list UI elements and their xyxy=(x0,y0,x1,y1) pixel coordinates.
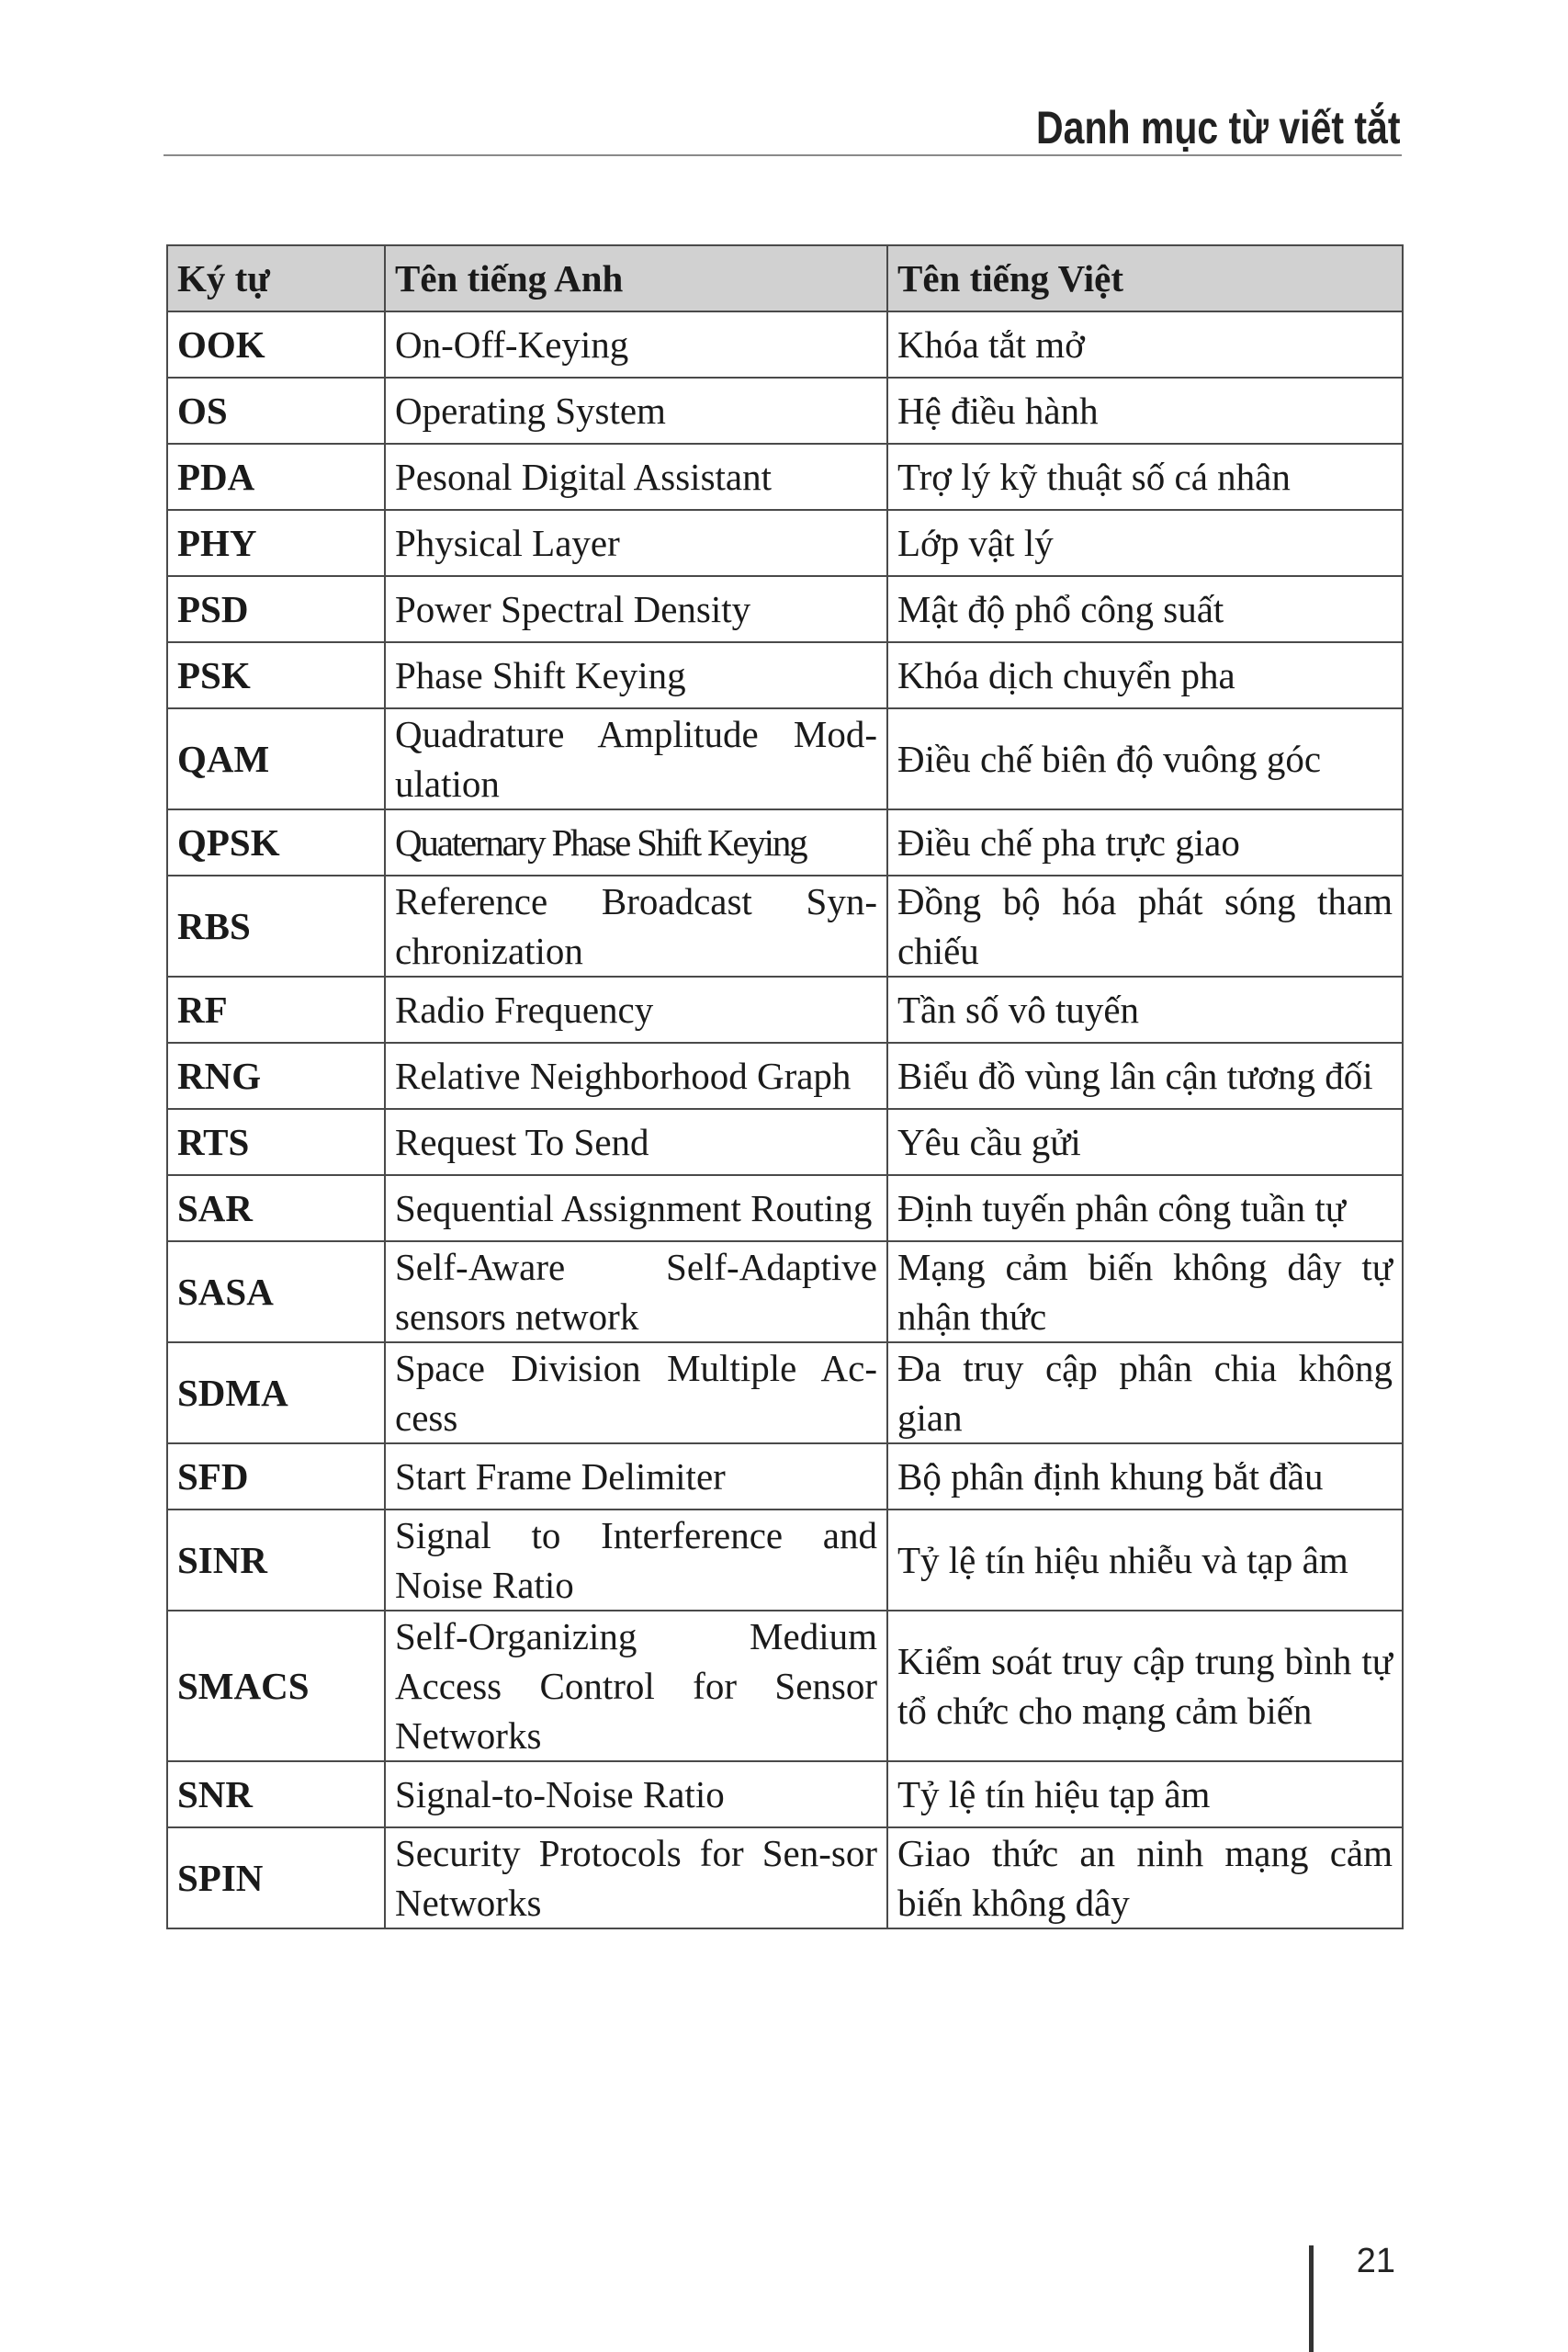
vietnamese-term: Điều chế pha trực giao xyxy=(887,809,1403,876)
abbreviation-code: QAM xyxy=(167,708,385,809)
vietnamese-term: Khóa tắt mở xyxy=(887,311,1403,378)
page-number: 21 xyxy=(1356,2242,1395,2280)
english-term: Signal-to-Noise Ratio xyxy=(385,1761,887,1827)
english-term: Power Spectral Density xyxy=(385,576,887,642)
vietnamese-term: Mạng cảm biến không dây tự nhận thức xyxy=(887,1241,1403,1342)
english-term: Reference Broadcast Syn-chronization xyxy=(385,876,887,977)
english-term: Quaternary Phase Shift Keying xyxy=(385,809,887,876)
abbreviation-code: PSD xyxy=(167,576,385,642)
vietnamese-term: Tần số vô tuyến xyxy=(887,977,1403,1043)
table-row xyxy=(167,378,1403,444)
abbreviation-code: PDA xyxy=(167,444,385,510)
english-term: Sequential Assignment Routing xyxy=(385,1175,887,1241)
table-row xyxy=(167,1443,1403,1510)
table-row xyxy=(167,876,1403,977)
running-header-title: Danh mục từ viết tắt xyxy=(1035,102,1400,153)
table-row xyxy=(167,1827,1403,1928)
vietnamese-term: Tỷ lệ tín hiệu tạp âm xyxy=(887,1761,1403,1827)
table-row xyxy=(167,510,1403,576)
english-term: Quadrature Amplitude Mod-ulation xyxy=(385,708,887,809)
english-term: Self-Organizing Medium Access Control for Sensor Networks xyxy=(385,1611,887,1761)
abbreviation-code: OOK xyxy=(167,311,385,378)
vietnamese-term: Định tuyến phân công tuần tự xyxy=(887,1175,1403,1241)
table-row xyxy=(167,1761,1403,1827)
vietnamese-term: Tỷ lệ tín hiệu nhiễu và tạp âm xyxy=(887,1510,1403,1611)
table-row xyxy=(167,1043,1403,1109)
abbreviation-code: SASA xyxy=(167,1241,385,1342)
english-term: Request To Send xyxy=(385,1109,887,1175)
table-row xyxy=(167,444,1403,510)
table-row xyxy=(167,642,1403,708)
english-term: Radio Frequency xyxy=(385,977,887,1043)
abbreviation-code: PHY xyxy=(167,510,385,576)
footer-divider-bar xyxy=(1309,2245,1314,2352)
english-term: Space Division Multiple Ac-cess xyxy=(385,1342,887,1443)
vietnamese-term: Đa truy cập phân chia không gian xyxy=(887,1342,1403,1443)
column-header-vietnamese: Tên tiếng Việt xyxy=(887,245,1403,311)
table-row xyxy=(167,708,1403,809)
vietnamese-term: Trợ lý kỹ thuật số cá nhân xyxy=(887,444,1403,510)
vietnamese-term: Kiểm soát truy cập trung bình tự tổ chức cho mạng cảm biến xyxy=(887,1611,1403,1761)
abbreviation-code: SAR xyxy=(167,1175,385,1241)
abbreviation-code: PSK xyxy=(167,642,385,708)
header-rule xyxy=(164,154,1402,156)
table-row xyxy=(167,1611,1403,1761)
english-term: Phase Shift Keying xyxy=(385,642,887,708)
english-term: On-Off-Keying xyxy=(385,311,887,378)
vietnamese-term: Điều chế biên độ vuông góc xyxy=(887,708,1403,809)
vietnamese-term: Mật độ phổ công suất xyxy=(887,576,1403,642)
abbreviation-code: SINR xyxy=(167,1510,385,1611)
vietnamese-term: Khóa dịch chuyển pha xyxy=(887,642,1403,708)
vietnamese-term: Lớp vật lý xyxy=(887,510,1403,576)
table-row xyxy=(167,1510,1403,1611)
english-term: Relative Neighborhood Graph xyxy=(385,1043,887,1109)
abbreviation-code: SNR xyxy=(167,1761,385,1827)
table-row xyxy=(167,809,1403,876)
english-term: Physical Layer xyxy=(385,510,887,576)
abbreviation-code: QPSK xyxy=(167,809,385,876)
table-header-row xyxy=(167,245,1403,311)
table-row xyxy=(167,576,1403,642)
abbreviation-code: RF xyxy=(167,977,385,1043)
abbreviation-code: SFD xyxy=(167,1443,385,1510)
vietnamese-term: Biểu đồ vùng lân cận tương đối xyxy=(887,1043,1403,1109)
vietnamese-term: Bộ phân định khung bắt đầu xyxy=(887,1443,1403,1510)
table-row xyxy=(167,311,1403,378)
table-row xyxy=(167,1175,1403,1241)
english-term: Self-Aware Self-Adaptive sensors network xyxy=(385,1241,887,1342)
vietnamese-term: Hệ điều hành xyxy=(887,378,1403,444)
abbreviation-code: RTS xyxy=(167,1109,385,1175)
column-header-code: Ký tự xyxy=(167,245,385,311)
abbreviation-code: RNG xyxy=(167,1043,385,1109)
english-term: Pesonal Digital Assistant xyxy=(385,444,887,510)
abbreviation-code: OS xyxy=(167,378,385,444)
abbreviation-code: RBS xyxy=(167,876,385,977)
abbreviation-code: SMACS xyxy=(167,1611,385,1761)
english-term: Start Frame Delimiter xyxy=(385,1443,887,1510)
english-term: Signal to Interference and Noise Ratio xyxy=(385,1510,887,1611)
english-term: Operating System xyxy=(385,378,887,444)
table-row xyxy=(167,977,1403,1043)
vietnamese-term: Giao thức an ninh mạng cảm biến không dây xyxy=(887,1827,1403,1928)
english-term: Security Protocols for Sen-sor Networks xyxy=(385,1827,887,1928)
vietnamese-term: Đồng bộ hóa phát sóng tham chiếu xyxy=(887,876,1403,977)
abbreviation-code: SPIN xyxy=(167,1827,385,1928)
abbreviation-table xyxy=(166,244,1404,1929)
column-header-english: Tên tiếng Anh xyxy=(385,245,887,311)
table-row xyxy=(167,1342,1403,1443)
table-row xyxy=(167,1109,1403,1175)
table-row xyxy=(167,1241,1403,1342)
abbreviation-code: SDMA xyxy=(167,1342,385,1443)
vietnamese-term: Yêu cầu gửi xyxy=(887,1109,1403,1175)
